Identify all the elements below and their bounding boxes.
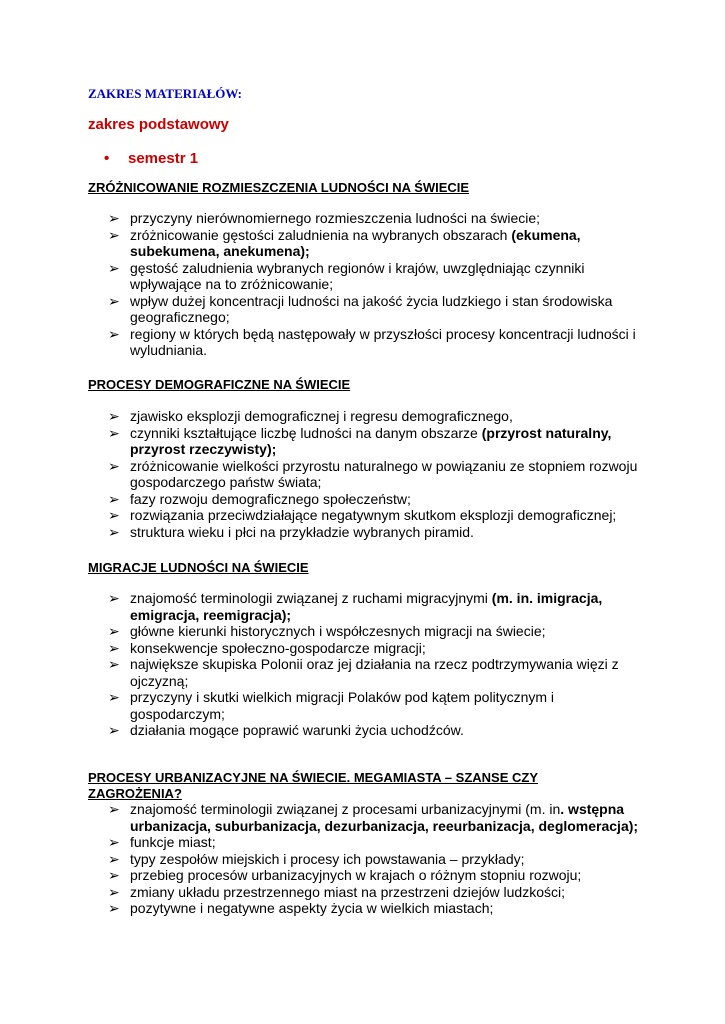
section-list-population-distribution <box>0 210 650 359</box>
list-item: ➢ znajomość terminologii związanej z ruchami migracyjnymi (m. in. imigracja, emigracja, reemigracja); <box>108 590 603 623</box>
list-item: ➢ rozwiązania przeciwdziałające negatywnym skutkom eksplozji demograficznej; <box>108 507 617 523</box>
list-item: ➢ funkcje miast; <box>108 834 216 850</box>
list-item: ➢ przyczyny i skutki wielkich migracji Polaków pod kątem politycznym i gospodarczym; <box>108 689 555 722</box>
list-item: ➢ regiony w których będą następowały w przyszłości procesy koncentracji ludności i wyludniania. <box>108 325 636 358</box>
list-item: ➢ typy zespołów miejskich i procesy ich powstawania – przykłady; <box>108 850 525 867</box>
list-item: ➢ gęstość zaludnienia wybranych regionów i krajów, uwzględniając czynniki wpływające na to zróżnicowanie; <box>108 259 585 292</box>
arrow-bullet-icon: ➢ <box>108 325 120 342</box>
arrow-bullet-icon: ➢ <box>108 656 120 672</box>
list-item: ➢ konsekwencje społeczno-gospodarcze migracji; <box>108 639 426 656</box>
section-list-migrations <box>0 590 650 739</box>
arrow-bullet-icon: ➢ <box>108 900 120 916</box>
arrow-bullet-icon: ➢ <box>108 689 120 705</box>
list-item: ➢ zróżnicowanie gęstości zaludnienia na wybranych obszarach (ekumena, subekumena, anekumena); <box>108 226 581 259</box>
section-heading-population-distribution: ZRÓŻNICOWANIE ROZMIESZCZENIA LUDNOŚCI NA ŚWIECIE <box>88 180 470 195</box>
section-heading-demographic-processes: PROCESY DEMOGRAFICZNE NA ŚWIECIE <box>88 377 351 392</box>
arrow-bullet-icon: ➢ <box>108 883 120 900</box>
arrow-bullet-icon: ➢ <box>108 639 120 656</box>
list-item: ➢ zmiany układu przestrzennego miast na przestrzeni dziejów ludzkości; <box>108 883 565 900</box>
list-item: ➢ główne kierunki historycznych i współczesnych migracji na świecie; <box>108 623 546 639</box>
arrow-bullet-icon: ➢ <box>108 590 120 606</box>
arrow-bullet-icon: ➢ <box>108 867 120 883</box>
section-heading-migrations: MIGRACJE LUDNOŚCI NA ŚWIECIE <box>88 560 309 575</box>
arrow-bullet-icon: ➢ <box>108 523 120 540</box>
arrow-bullet-icon: ➢ <box>108 834 120 850</box>
arrow-bullet-icon: ➢ <box>108 722 120 738</box>
list-item: ➢ struktura wieku i płci na przykładzie wybranych piramid. <box>108 523 474 540</box>
list-item: ➢ zróżnicowanie wielkości przyrostu naturalnego w powiązaniu ze stopniem rozwoju gospodarczego państw świata; <box>108 457 638 490</box>
materials-title: ZAKRES MATERIAŁÓW: <box>88 86 242 101</box>
section-heading-urbanization: PROCESY URBANIZACYJNE NA ŚWIECIE. MEGAMIASTA – SZANSE CZY ZAGROŻENIA? <box>88 770 538 801</box>
list-item: ➢ znajomość terminologii związanej z procesami urbanizacyjnymi (m. in. wstępna urbanizacja, suburbanizacja, dezurbanizacja, reeurbanizacja, deglomeracja); <box>108 801 639 834</box>
bullet-dot-icon: • <box>104 150 110 167</box>
list-item: ➢ pozytywne i negatywne aspekty życia w wielkich miastach; <box>108 900 494 916</box>
arrow-bullet-icon: ➢ <box>108 623 120 639</box>
section-list-demographic-processes <box>0 408 650 540</box>
section-list-urbanization <box>0 801 650 917</box>
arrow-bullet-icon: ➢ <box>108 226 120 243</box>
list-item: ➢ największe skupiska Polonii oraz jej działania na rzecz podtrzymywania więzi z ojczyzną; <box>108 656 619 689</box>
arrow-bullet-icon: ➢ <box>108 292 120 309</box>
list-item: ➢ wpływ dużej koncentracji ludności na jakość życia ludzkiego i stan środowiska geograficznego; <box>108 292 613 325</box>
arrow-bullet-icon: ➢ <box>108 210 120 226</box>
list-item: ➢ czynniki kształtujące liczbę ludności na danym obszarze (przyrost naturalny, przyrost rzeczywisty); <box>108 424 612 457</box>
arrow-bullet-icon: ➢ <box>108 457 120 474</box>
arrow-bullet-icon: ➢ <box>108 424 120 441</box>
level-subtitle: zakres podstawowy <box>88 116 229 133</box>
semester-label <box>104 150 198 167</box>
arrow-bullet-icon: ➢ <box>108 850 120 867</box>
arrow-bullet-icon: ➢ <box>108 801 120 817</box>
list-item: ➢ zjawisko eksplozji demograficznej i regresu demograficznego, <box>108 408 513 424</box>
arrow-bullet-icon: ➢ <box>108 490 120 507</box>
arrow-bullet-icon: ➢ <box>108 259 120 276</box>
arrow-bullet-icon: ➢ <box>108 408 120 424</box>
list-item: ➢ działania mogące poprawić warunki życia uchodźców. <box>108 722 464 738</box>
semester-text: semestr 1 <box>128 150 199 167</box>
list-item: ➢ fazy rozwoju demograficznego społeczeństw; <box>108 490 411 507</box>
arrow-bullet-icon: ➢ <box>108 507 120 523</box>
list-item: ➢ przebieg procesów urbanizacyjnych w krajach o różnym stopniu rozwoju; <box>108 867 582 883</box>
list-item: ➢ przyczyny nierównomiernego rozmieszczenia ludności na świecie; <box>108 210 541 226</box>
